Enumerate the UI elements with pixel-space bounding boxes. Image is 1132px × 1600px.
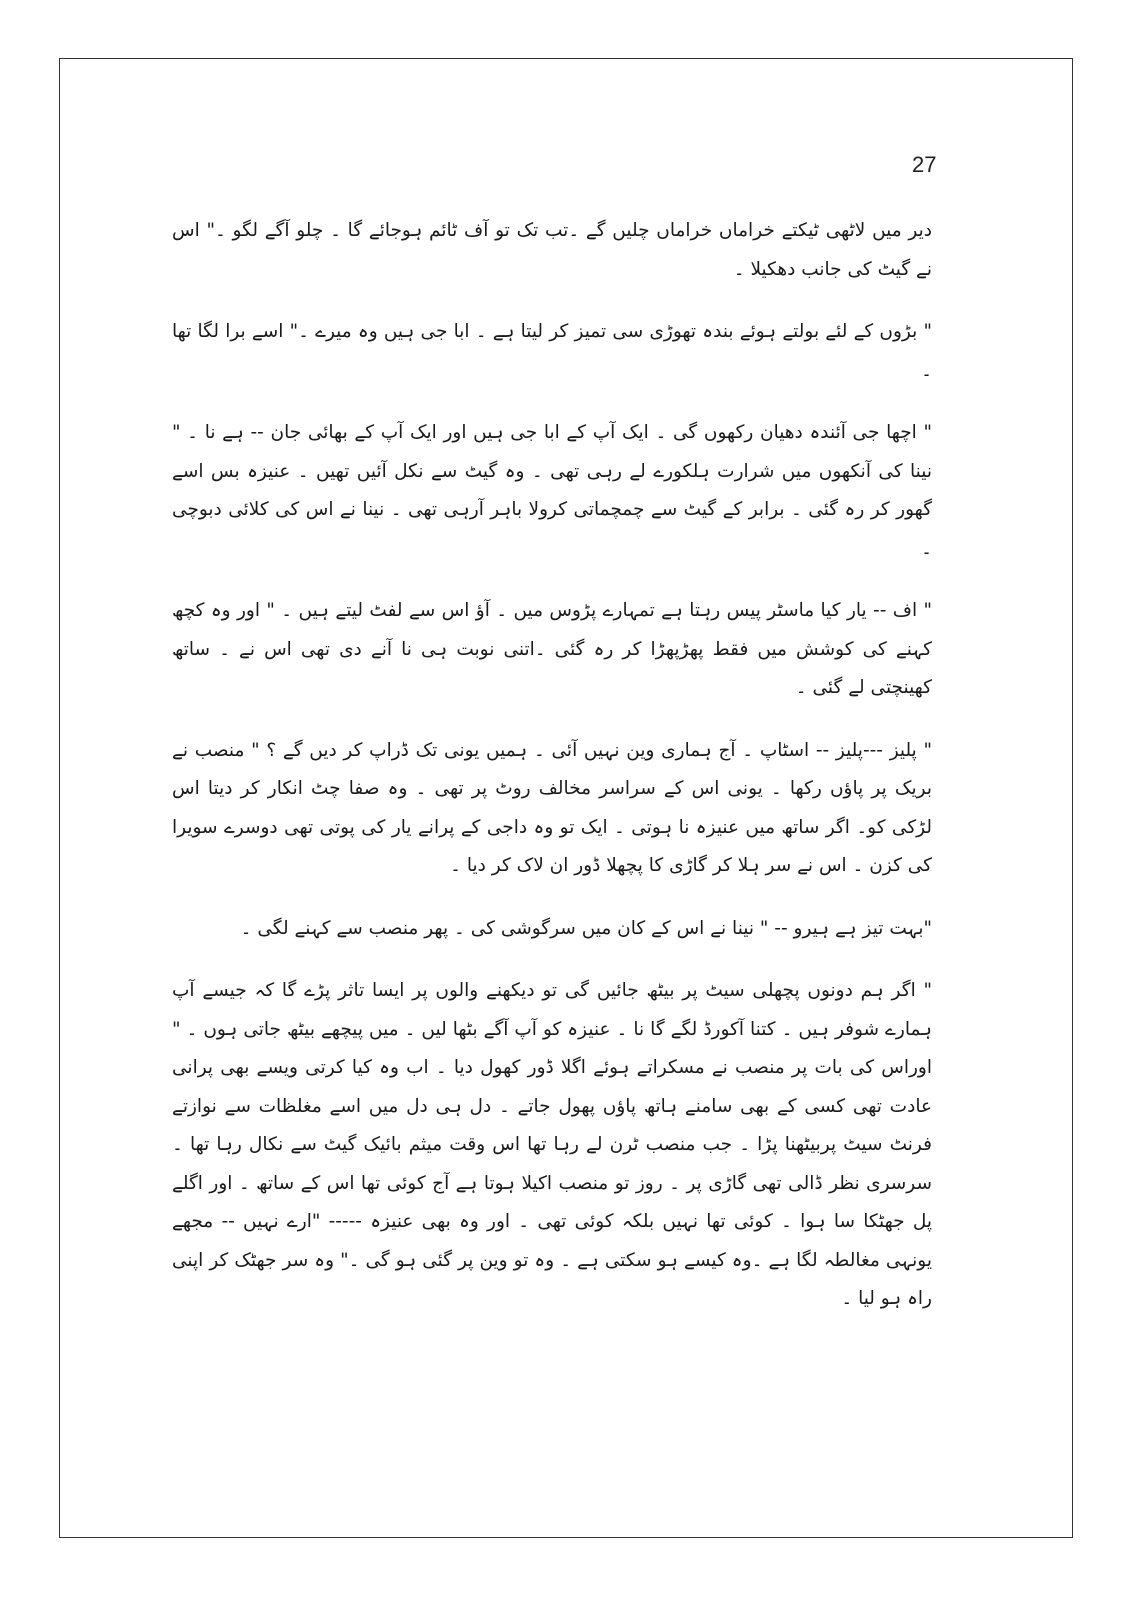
paragraph-7: " اگر ہم دونوں پچھلی سیٹ پر بیٹھ جائیں گی تو دیکھنے والوں پر ایسا تاثر پڑے گا کہ جیسے آپ ہمارے شوفر ہیں ۔ کتنا آکورڈ لگے گا نا ۔ عنیزہ کو آپ آگے بٹھا لیں ۔ میں پیچھے بیٹھ جاتی ہوں ۔ " اوراس کی بات پر منصب نے مسکراتے ہوئے اگلا ڈور کھول دیا ۔ اب وہ کیا کرتی ویسے بھی پرانی عادت تھی کسی کے بھی سامنے ہاتھ پاؤں پھول جاتے ۔ دل ہی دل میں اسے مغلظات سے نوازتے فرنٹ سیٹ پربیٹھنا پڑا ۔ جب منصب ٹرن لے رہا تھا اس وقت میثم بائیک گیٹ سے نکال رہا تھا ۔ سرسری نظر ڈالی تھی گاڑی پر ۔ روز تو منصب اکیلا ہوتا ہے آج کوئی تھا اس کے ساتھ ۔ اور اگلے پل جھٹکا سا ہوا ۔ کوئی تھا نہیں بلکہ کوئی تھی ۔ اور وہ بھی عنیزہ ----- "ارے نہیں -- مجھے یونہی مغالطہ لگا ہے ۔وہ کیسے ہو سکتی ہے ۔ وہ تو وین پر گئی ہو گی ۔" وہ سر جھٹک کر اپنی راہ ہو لیا ۔: [172, 980, 932, 1309]
paragraph-1: دیر میں لاٹھی ٹیکتے خراماں خراماں چلیں گے ۔تب تک تو آف ٹائم ہوجائے گا ۔ چلو آگے لگو ۔" اس نے گیٹ کی جانب دھکیلا ۔: [172, 220, 932, 280]
page-number: 27: [912, 152, 937, 177]
paragraph-4: " اف -- یار کیا ماسٹر پیس رہتا ہے تمہارے پڑوس میں ۔ آؤ اس سے لفٹ لیتے ہیں ۔ " اور وہ کچھ کہنے کی کوشش میں فقط پھڑپھڑا کر رہ گئی ۔اتنی نوبت ہی نا آنے دی تھی اس نے ۔ ساتھ کھینچتی لے گئی ۔: [172, 600, 932, 698]
paragraph-3: " اچھا جی آئندہ دھیان رکھوں گی ۔ ایک آپ کے ابا جی ہیں اور ایک آپ کے بھائی جان -- ہے نا ۔ " نینا کی آنکھوں میں شرارت ہلکورے لے رہی تھی ۔ وہ گیٹ سے نکل آئیں تھیں ۔ عنیزہ بس اسے گھور کر رہ گئی ۔ برابر کے گیٹ سے چمچماتی کرولا باہر آرہی تھی ۔ نینا نے اس کی کلائی دبوچی ۔: [172, 422, 932, 559]
paragraph-6: "بہت تیز ہے ہیرو -- " نینا نے اس کے کان میں سرگوشی کی ۔ پھر منصب سے کہنے لگی ۔: [240, 917, 932, 939]
paragraph-5: " پلیز ---پلیز -- اسٹاپ ۔ آج ہماری وین نہیں آئی ۔ ہمیں یونی تک ڈراپ کر دیں گے ؟ " منصب نے بریک پر پاؤں رکھا ۔ یونی اس کے سراسر مخالف روٹ پر تھی ۔ وہ صفا چٹ انکار کر دیتا اس لڑکی کو۔ اگر ساتھ میں عنیزہ نا ہوتی ۔ ایک تو وہ داجی کے پرانے یار کی پوتی تھی دوسرے سویرا کی کزن ۔ اس نے سر ہلا کر گاڑی کا پچھلا ڈور ان لاک کر دیا ۔: [172, 739, 932, 876]
paragraph-2: " بڑوں کے لئے بولتے ہوئے بندہ تھوڑی سی تمیز کر لیتا ہے ۔ ابا جی ہیں وہ میرے ۔" اسے برا لگا تھا ۔: [172, 321, 932, 381]
document-body: [172, 212, 932, 1343]
